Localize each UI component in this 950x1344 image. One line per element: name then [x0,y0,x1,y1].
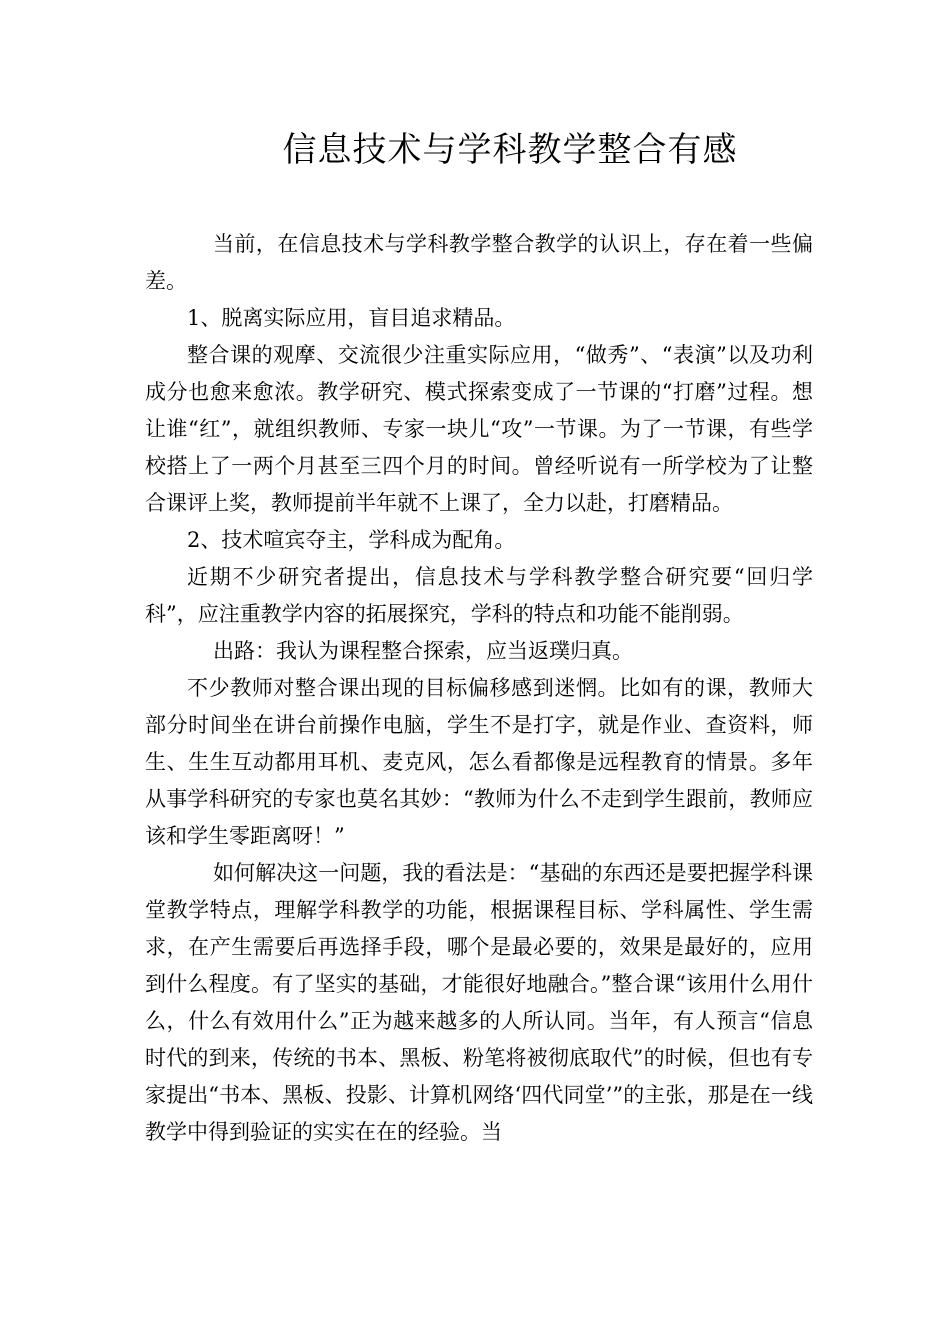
paragraph-point-1-heading: 1、脱离实际应用，盲目追求精品。 [187,306,516,330]
document-title: 信息技术与学科教学整合有感 [282,130,738,170]
paragraph-point-2-body: 近期不少研究者提出，信息技术与学科教学整合研究要“回归学科”，应注重教学内容的拓展探究，学科的特点和功能不能削弱。 [145,565,813,626]
paragraph-point-2-heading: 2、技术喧宾夺主，学科成为配角。 [187,528,516,552]
paragraph-solution-body-1: 不少教师对整合课出现的目标偏移感到迷惘。比如有的课，教师大部分时间坐在讲台前操作电脑，学生不是打字，就是作业、查资料，师生、生生互动都用耳机、麦克风，怎么看都像是远程教育的情景。多年从事学科研究的专家也莫名其妙：“教师为什么不走到学生跟前，教师应该和学生零距离呀！” [145,676,813,848]
paragraph-intro: 当前，在信息技术与学科教学整合教学的认识上，存在着一些偏差。 [145,232,813,293]
paragraph-solution-heading: 出路：我认为课程整合探索，应当返璞归真。 [213,639,633,663]
paragraph-solution-body-2: 如何解决这一问题，我的看法是：“基础的东西还是要把握学科课堂教学特点，理解学科教学的功能，根据课程目标、学科属性、学生需求，在产生需要后再选择手段，哪个是最必要的，效果是最好的，应用到什么程度。有了坚实的基础，才能很好地融合。”整合课“该用什么用什么，什么有效用什么”正为越来越多的人所认同。当年，有人预言“信息时代的到来，传统的书本、黑板、粉笔将被彻底取代”的时候，但也有专家提出“书本、黑板、投影、计算机网络‘四代同堂’”的主张，那是在一线教学中得到验证的实实在在的经验。当 [145,861,813,1144]
paragraph-point-1-body: 整合课的观摩、交流很少注重实际应用，“做秀”、“表演”以及功利成分也愈来愈浓。教学研究、模式探索变成了一节课的“打磨”过程。想让谁“红”，就组织教师、专家一块儿“攻”一节课。为了一节课，有些学校搭上了一两个月甚至三四个月的时间。曾经听说有一所学校为了让整合课评上奖，教师提前半年就不上课了，全力以赴，打磨精品。 [145,343,813,515]
document-body [145,226,813,1151]
